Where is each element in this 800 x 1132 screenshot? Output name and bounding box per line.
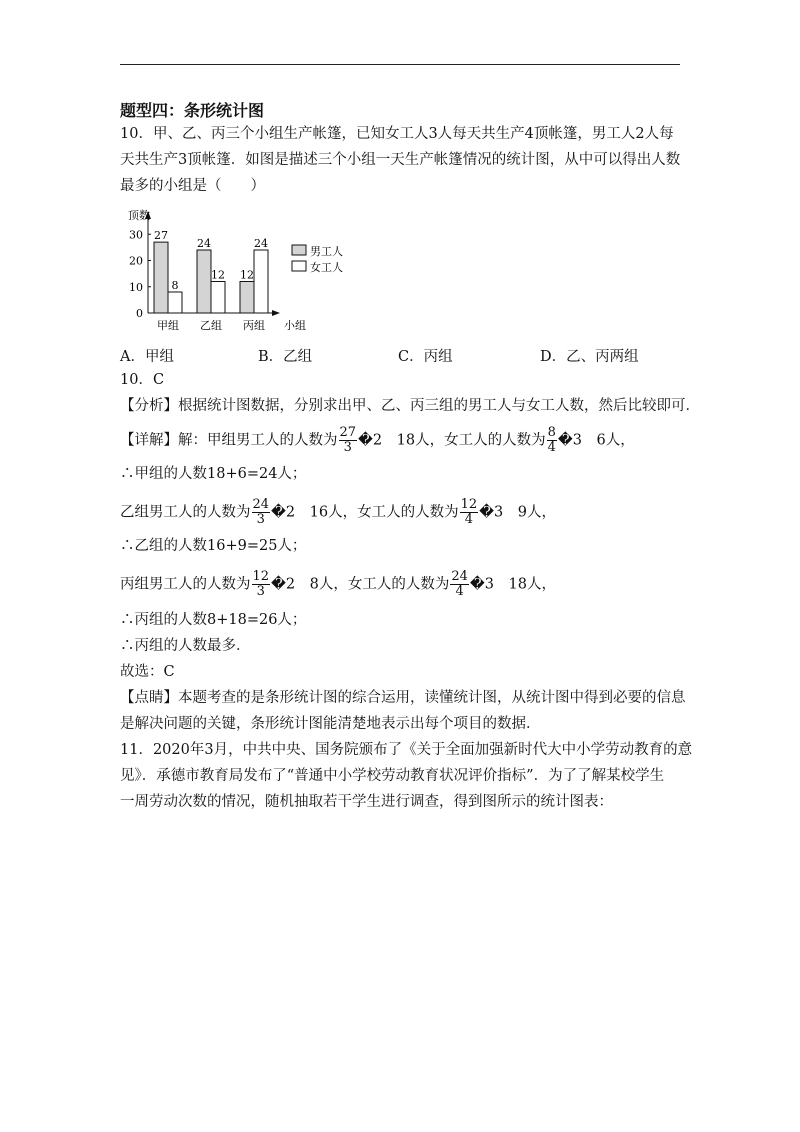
bar-value-label: 27: [154, 229, 168, 243]
question10-line3: 最多的小组是（ ）: [120, 178, 265, 194]
fraction: [339, 426, 358, 455]
detail-line-2: [120, 498, 556, 527]
comment-line-2: 是解决问题的关键，条形统计图能清楚地表示出每个项目的数据．: [120, 716, 541, 732]
y-tick-label: 10: [129, 280, 143, 294]
question10-line1: 10．甲、乙、丙三个小组生产帐篷，已知女工人3人每天共生产4顶帐篷，男工人2人每: [120, 126, 674, 142]
fraction: [252, 498, 271, 527]
bar-value-label: 8: [171, 279, 179, 292]
bar-value-label: 12: [211, 268, 225, 282]
analysis-tag: 【分析】: [120, 398, 178, 414]
fraction-numerator: 12: [460, 497, 478, 512]
analysis-text: 根据统计图数据，分别求出甲、乙、丙三组的男工人与女工人数，然后比较即可．: [178, 398, 700, 414]
detail-lead: 解：甲组男工人的人数为: [178, 432, 338, 449]
bar-value-label: 12: [240, 268, 254, 282]
fraction-denominator: 4: [464, 512, 473, 527]
legend-swatch: [292, 261, 306, 271]
bar: [197, 250, 211, 313]
fraction-denominator: 3: [256, 584, 265, 599]
fraction: [252, 570, 271, 599]
y-tick-label: 20: [129, 254, 143, 268]
question11-line1: 11．2020年3月，中共中央、国务院颁布了《关于全面加强新时代大中小学劳动教育的意: [120, 742, 693, 758]
x-category-label: 甲组: [157, 319, 179, 332]
question10-line2: 天共生产3顶帐篷．如图是描述三个小组一天生产帐篷情况的统计图，从中可以得出人数: [120, 152, 681, 168]
detail-lead: 丙组男工人的人数为: [120, 576, 251, 593]
detail-conclusion: ∴丙组的人数最多．: [120, 638, 251, 654]
fraction: [450, 570, 469, 599]
comment-text-1: 本题考查的是条形统计图的综合运用，读懂统计图，从统计图中得到必要的信息: [178, 690, 686, 706]
legend-label: 男工人: [310, 245, 343, 258]
x-category-label: 乙组: [200, 319, 222, 332]
analysis-line: [120, 396, 700, 416]
answer-line: 10．C: [120, 372, 165, 388]
question11-line3: 一周劳动次数的情况，随机抽取若干学生进行调查，得到图所示的统计图表：: [120, 794, 613, 810]
detail-mid: �2 8人，女工人的人数为: [271, 576, 450, 593]
bar-chart: [120, 205, 360, 335]
x-axis-arrow: [272, 310, 280, 316]
detail-end: �3 18人，: [469, 576, 556, 593]
fraction-numerator: 24: [451, 569, 468, 584]
detail-lead: 乙组男工人的人数为: [120, 504, 251, 521]
question11-line2: 见》．承德市教育局发布了“普通中小学校劳动教育状况评价指标”．为了了解某校学生: [120, 768, 665, 784]
detail-total-2: ∴乙组的人数16+9=25人；: [120, 538, 307, 554]
fraction-numerator: 12: [252, 569, 270, 584]
x-axis-label: 小组: [284, 319, 306, 332]
detail-end: �3 6人，: [557, 432, 635, 449]
bar: [254, 250, 268, 313]
detail-mid: �2 18人，女工人的人数为: [358, 432, 546, 449]
option-b: B．乙组: [258, 349, 313, 365]
detail-line-3: [120, 570, 556, 599]
fraction-denominator: 4: [455, 584, 464, 599]
detail-end: �3 9人，: [479, 504, 556, 521]
y-axis-label: 顶数: [128, 209, 150, 222]
detail-total-1: ∴甲组的人数18+6=24人；: [120, 466, 307, 482]
bar: [211, 282, 225, 314]
detail-mid: �2 16人，女工人的人数为: [271, 504, 459, 521]
fraction-numerator: 27: [339, 425, 357, 440]
legend-swatch: [292, 245, 306, 255]
fraction-numerator: 8: [547, 425, 556, 440]
bar: [168, 292, 182, 313]
detail-total-3: ∴丙组的人数8+18=26人；: [120, 612, 307, 628]
section-title: 题型四：条形统计图: [120, 101, 265, 120]
fraction-denominator: 4: [547, 440, 556, 455]
y-tick-label: 0: [136, 307, 143, 320]
fraction-numerator: 24: [252, 497, 270, 512]
x-category-label: 丙组: [243, 319, 265, 332]
fraction-denominator: 3: [343, 440, 352, 455]
comment-line-1: [120, 688, 686, 708]
bar: [154, 242, 168, 313]
fraction: [460, 498, 479, 527]
fraction-denominator: 3: [256, 512, 265, 527]
option-a: A．甲组: [120, 349, 174, 365]
bar-value-label: 24: [254, 237, 268, 250]
bar-value-label: 24: [197, 237, 211, 250]
option-c: C．丙组: [398, 349, 453, 365]
detail-line-1: [120, 426, 635, 455]
header-rule: [120, 64, 680, 65]
legend-label: 女工人: [310, 261, 343, 274]
fraction: [547, 426, 557, 455]
bar: [240, 282, 254, 314]
comment-tag: 【点睛】: [120, 690, 178, 706]
detail-choice: 故选：C: [120, 664, 175, 680]
y-tick-label: 30: [129, 228, 143, 242]
option-d: D．乙、丙两组: [540, 349, 639, 365]
detail-tag: 【详解】: [120, 432, 178, 449]
